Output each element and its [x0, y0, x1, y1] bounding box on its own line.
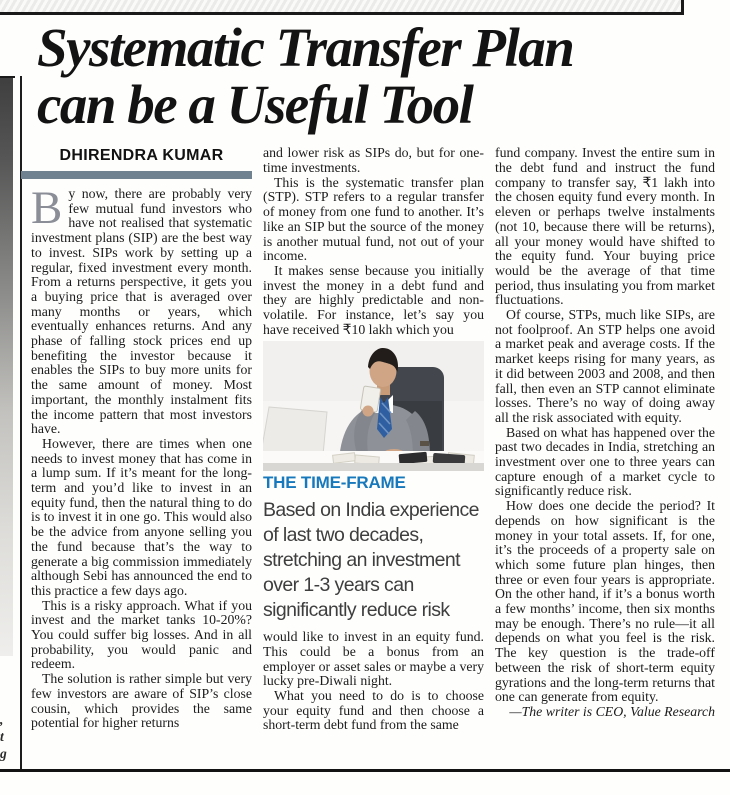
edge-text-fragment: ,	[0, 712, 4, 727]
column-divider-rule	[20, 76, 22, 769]
body-paragraph: It makes sense because you initially invest the money in a debt fund and they are highly predictable and non-volatile. For instance, let’s say you have received ₹10 lakh which you	[263, 262, 484, 337]
author-signoff: —The writer is CEO, Value Research	[509, 704, 715, 719]
body-paragraph: Based on what has happened over the past two decades in India, stretching an investment over one to three years can capture enough of a market cycle to significantly reduce risk.	[495, 424, 715, 499]
body-paragraph: What you need to do is to choose your equity fund and then choose a short-term debt fund from the same	[263, 687, 484, 733]
article-headline	[37, 17, 715, 135]
timeframe-heading: THE TIME-FRAME	[263, 473, 406, 493]
adjacent-column-rule-fragment	[0, 76, 15, 78]
drop-cap: B	[31, 181, 63, 234]
body-paragraph: fund company. Invest the entire sum in the debt fund and instruct the fund company to transfer say, ₹1 lakh into the chosen equity fund every month. In eleven or perhaps twelve instalments (not 10, because there will be returns), all your money would have shifted to the equity fund. Your buying price would be the average of that time period, thus insulating you from market fluctuations.	[495, 145, 715, 308]
article-column-3	[495, 146, 715, 733]
body-paragraph: How does one decide the period? It depends on how significant is the money in your total assets. If, for one, it’s the proceeds of a property sale on which some future plan hinges, then three or even four years is appropriate. On the other hand, if it’s a bonus worth a few months’ income, then six months may be enough. There’s no rule—it all depends on what you feel is the risk. The key question is the trade-off between the risk of short-term equity gyrations and the long-term returns that one can generate from equity.	[495, 498, 715, 705]
article	[31, 17, 715, 733]
edge-text-fragment: t	[0, 729, 4, 744]
headline-line2: can be a Useful Tool	[37, 73, 473, 135]
byline-underline-bar	[21, 171, 252, 179]
body-paragraph: and lower risk as SIPs do, but for one-time investments.	[263, 145, 484, 175]
headline-line1: Systematic Transfer Plan	[37, 17, 574, 78]
body-paragraph	[31, 181, 252, 437]
pull-quote: Based on India experience of last two decades, stretching an investment over 1-3 years can significantly reduce risk	[263, 499, 479, 622]
body-paragraph: would like to invest in an equity fund. This could be a bonus from an employer or asset sales or maybe a very lucky pre-Diwali night.	[263, 629, 484, 689]
body-paragraph: However, there are times when one needs to invest money that has come in a lump sum. If it’s meant for the long-term and you’d like to invest in an equity fund, then the natural thing to do is to invest it in one go. This would also be the advice from anyone selling you the fund because that’s the way to generate a big commission immediately although Sebi has announced the end to this practice a few days ago.	[31, 435, 252, 598]
article-column-1	[31, 146, 252, 733]
byline: DHIRENDRA KUMAR	[59, 147, 224, 165]
body-paragraph: Of course, STPs, much like SIPs, are not foolproof. An STP helps one avoid a market peak and average costs. If the market keeps rising for many years, as it did between 2003 and 2008, and then fall, then even an STP cannot eliminate losses. There’s no way of doing away all the risk associated with equity.	[495, 307, 715, 425]
top-hatch-strip	[0, 0, 684, 15]
body-paragraph: This is the systematic transfer plan (STP). STP refers to a regular transfer of money from one fund to another. It’s like an SIP but the source of the money is another mutual fund, not out of your income.	[263, 174, 484, 264]
edge-text-fragment: g	[0, 746, 7, 761]
article-column-2	[263, 146, 484, 733]
body-paragraph: This is a risky approach. What if you invest and the market tanks 10-20%? You could suffer big losses. And in all probability, you would panic and redeem.	[31, 597, 252, 672]
bottom-section-rule	[0, 769, 730, 772]
businessman-photo-illustration	[263, 341, 484, 471]
adjacent-page-photo-edge	[0, 78, 13, 656]
paragraph-text: y now, there are probably very few mutual fund investors who have not realised that systematic investment plans (SIP) are the best way to invest. SIPs work by setting up a regular, fixed investment every month. From a returns perspective, it gets you a buying price that is averaged over many months or years, which eventually enhances returns. And any phase of falling stock prices end up benefiting the investor because it enables the SIPs to buy more units for the same amount of money. Most important, the monthly instalment fits the income pattern that most investors have.	[31, 185, 252, 437]
body-paragraph: The solution is rather simple but very few investors are aware of SIP’s close cousin, which provides the same potential for higher returns	[31, 671, 252, 731]
article-photo	[263, 341, 484, 471]
article-columns	[31, 146, 715, 733]
